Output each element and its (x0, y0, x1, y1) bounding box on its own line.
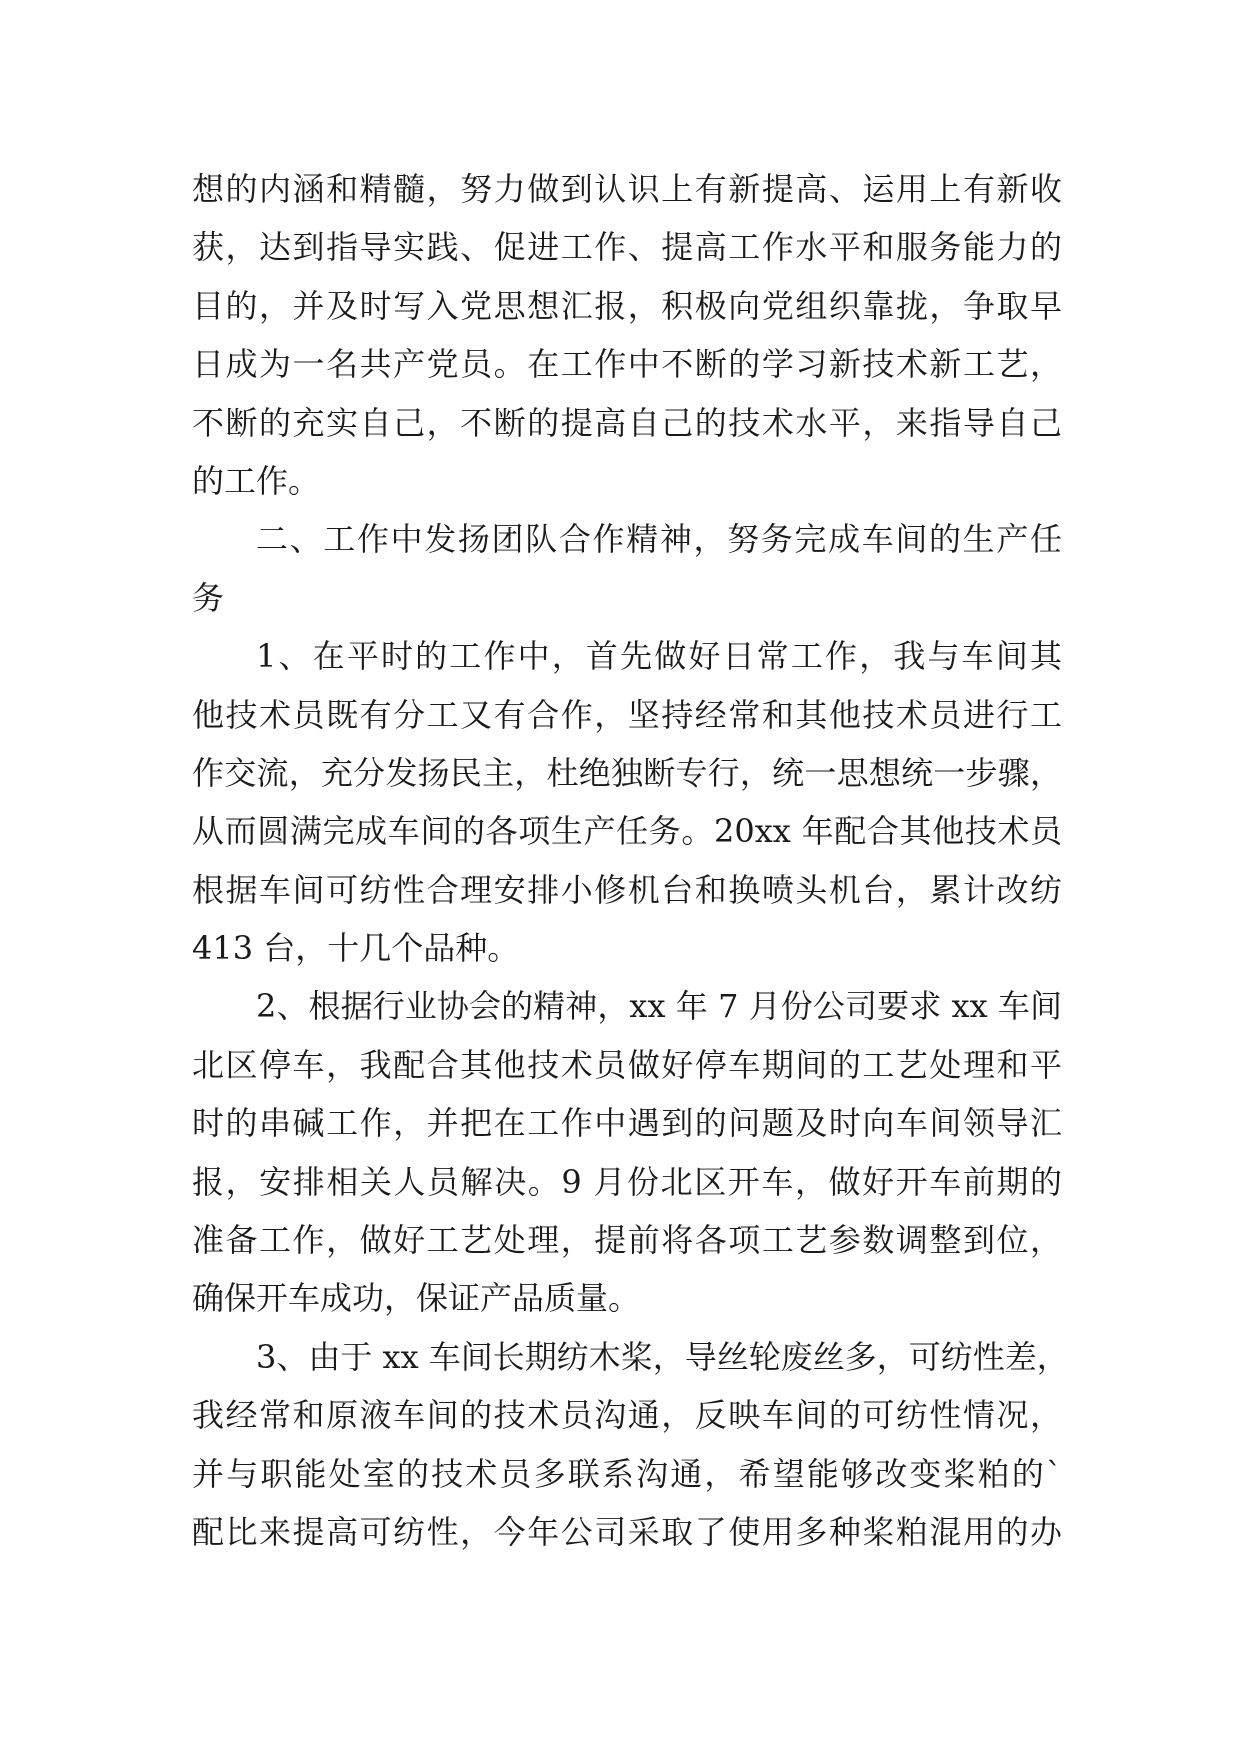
text-line: 413 台，十几个品种。 (192, 929, 520, 968)
text-line: 并与职能处室的技术员多联系沟通，希望能够改变桨粕的` (192, 1454, 1062, 1493)
text-line: 报，安排相关人员解决。9 月份北区开车，做好开车前期的 (192, 1162, 1062, 1201)
text-line: 日成为一名共产党员。在工作中不断的学习新技术新工艺， (192, 345, 1062, 384)
section-heading-continued: 务 (192, 578, 225, 617)
body-text (192, 160, 1069, 1561)
text-line: 想的内涵和精髓，努力做到认识上有新提高、运用上有新收 (192, 170, 1062, 208)
paragraph-1-start: 1、在平时的工作中，首先做好日常工作，我与车间其 (256, 637, 1062, 676)
text-line: 作交流，充分发扬民主，杜绝独断专行，统一思想统一步骤， (192, 753, 1062, 792)
text-line: 准备工作，做好工艺处理，提前将各项工艺参数调整到位， (192, 1221, 1062, 1260)
text-line: 确保开车成功，保证产品质量。 (192, 1279, 641, 1318)
paragraph-3-start: 3、由于 xx 车间长期纺木桨，导丝轮废丝多，可纺性差， (256, 1337, 1069, 1376)
text-line: 配比来提高可纺性，今年公司采取了使用多种桨粕混用的办 (192, 1512, 1062, 1551)
text-line: 的工作。 (192, 461, 321, 500)
text-line: 不断的充实自己，不断的提高自己的技术水平，来指导自己 (192, 403, 1062, 442)
text-line: 时的串碱工作，并把在工作中遇到的问题及时向车间领导汇 (192, 1104, 1062, 1143)
text-line: 根据车间可纺性合理安排小修机台和换喷头机台，累计改纺 (192, 870, 1062, 909)
text-line: 获，达到指导实践、促进工作、提高工作水平和服务能力的 (192, 228, 1062, 267)
text-line: 从而圆满完成车间的各项生产任务。20xx 年配合其他技术员 (192, 812, 1062, 851)
text-line: 他技术员既有分工又有合作，坚持经常和其他技术员进行工 (192, 695, 1062, 734)
text-line: 北区停车，我配合其他技术员做好停车期间的工艺处理和平 (192, 1045, 1062, 1084)
text-line: 目的，并及时写入党思想汇报，积极向党组织靠拢，争取早 (192, 286, 1062, 325)
text-line: 我经常和原液车间的技术员沟通，反映车间的可纺性情况， (192, 1396, 1062, 1435)
section-heading: 二、工作中发扬团队合作精神，努务完成车间的生产任 (256, 520, 1062, 559)
paragraph-2-start: 2、根据行业协会的精神，xx 年 7 月份公司要求 xx 车间 (256, 987, 1062, 1026)
